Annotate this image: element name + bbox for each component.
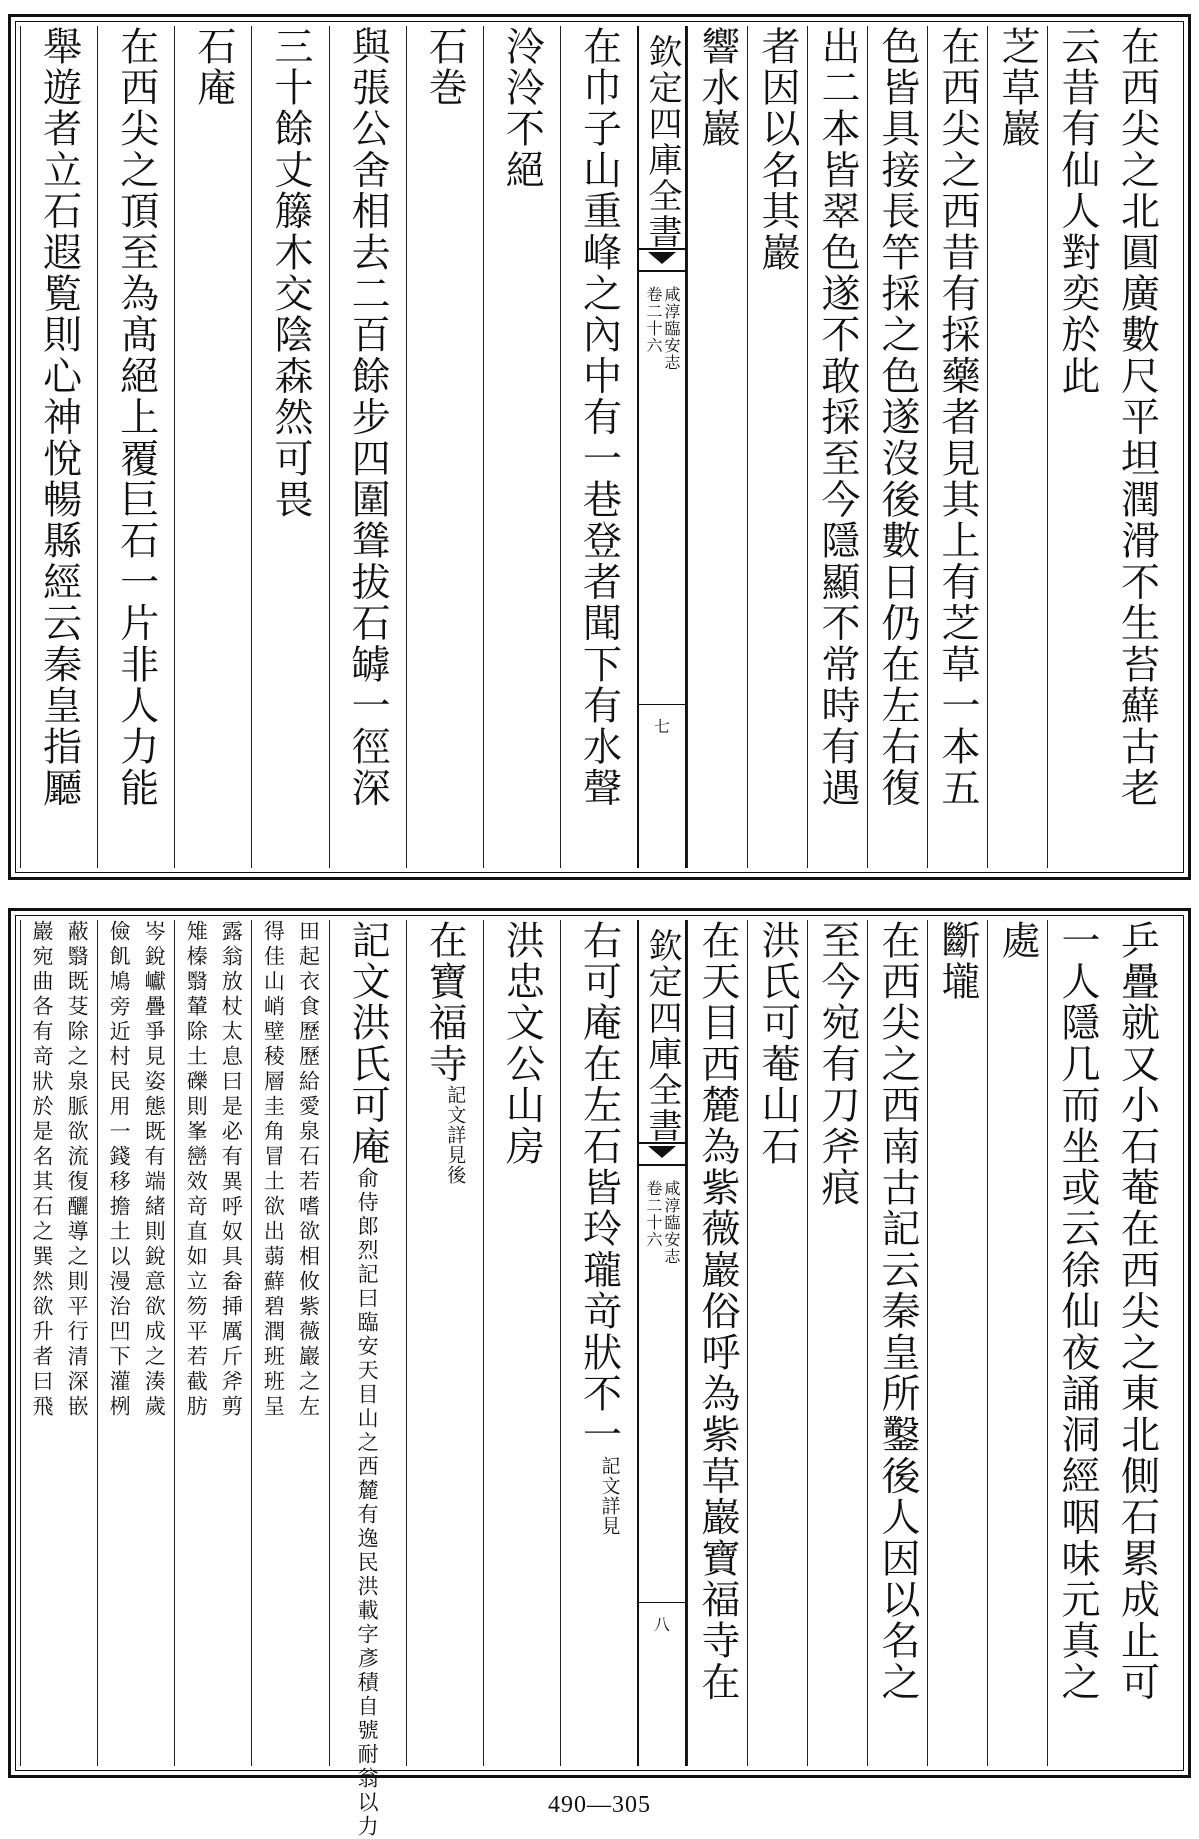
bottom_page-column-text: 洪氏可菴山石 xyxy=(755,920,800,1168)
top_page-column-text: 色皆具接長竿採之色遂沒後數日仍在左右復 xyxy=(875,26,920,809)
bottom_page-annotation-line: 記文 xyxy=(598,1455,621,1496)
bottom_page-column-text: 在西尖之西南古記云秦皇所鑿後人因以名之 xyxy=(875,920,920,1703)
top_page-column-text xyxy=(499,26,545,191)
bottom_page-annotation-note xyxy=(598,1455,621,1536)
bottom_page-column-left-3 xyxy=(329,920,406,1839)
bottom_page-column-main-text: 洪忠文公山房 xyxy=(499,920,545,1168)
bottom_page-column-text xyxy=(422,920,468,1185)
top_page-column-text xyxy=(190,26,236,109)
top_page-column-text xyxy=(113,26,159,809)
bottom_page-inline-note: 俞侍郎烈記曰臨安天目山之西麓有逸民洪載字彥積自號耐翁以力 xyxy=(355,1167,380,1839)
top_page-column-text: 云昔有仙人對奕於此 xyxy=(1055,26,1100,397)
bottom_page-annotation-line: 詳見 xyxy=(598,1495,621,1536)
bottom_page-column-right-3 xyxy=(927,920,987,1766)
top_page-column-main-text: 石庵 xyxy=(190,26,236,109)
top_page-column-right-2 xyxy=(987,26,1047,868)
top_page-page-number: 七 xyxy=(653,717,671,736)
bottom_page-column-left-2 xyxy=(406,920,483,1766)
top_page-book-title: 欽定四庫全書 xyxy=(642,34,682,250)
top_page-volume-line: 咸淳臨安志 xyxy=(662,286,681,371)
bottom_page-center-column xyxy=(637,920,687,1766)
bottom_page-fishtail-icon xyxy=(648,1146,676,1158)
top_page-fishtail-mark xyxy=(639,248,685,272)
top_page-column-left-7 xyxy=(20,26,97,868)
top_page-center-column xyxy=(637,26,687,868)
bottom_page-column-right-1 xyxy=(1047,920,1107,1766)
top_page-column-right-7 xyxy=(687,26,747,868)
top_page-column-left-4 xyxy=(251,26,328,868)
bottom_page-column-main-text: 右可庵在左石皆玲瓏竒狀不一 xyxy=(576,920,622,1456)
top-page-columns xyxy=(20,26,1179,868)
bottom_page-column-right-2 xyxy=(987,920,1047,1766)
bottom_page-column-right-6 xyxy=(747,920,807,1766)
top-page xyxy=(8,14,1191,880)
top_page-volume-line: 卷二十六 xyxy=(644,286,663,354)
top_page-column-right-0 xyxy=(1107,26,1167,868)
bottom_page-column-text xyxy=(499,920,545,1168)
top_page-column-left-3 xyxy=(329,26,406,868)
bottom_page-small-text-line: 雉榛翳輦除土礫則峯巒效竒直如立笏平若截肪 xyxy=(184,920,209,1420)
bottom_page-column-text: 處 xyxy=(995,920,1040,962)
bottom_page-column-left-4 xyxy=(251,920,328,1766)
bottom_page-small-text-line: 岑銳巘疊爭見姿態既有端緒則銳意欲成之湊歲 xyxy=(142,920,167,1420)
top_page-column-left-0 xyxy=(560,26,637,868)
page-footer-number: 490—305 xyxy=(548,1792,651,1818)
top_page-column-text xyxy=(576,26,622,809)
top_page-column-right-3 xyxy=(927,26,987,868)
bottom_page-column-text xyxy=(576,920,622,1536)
top_page-column-left-5 xyxy=(174,26,251,868)
top_page-column-text: 芝草巖 xyxy=(995,26,1040,150)
bottom_page-column-text: 一人隱几而坐或云徐仙夜誦洞經咽味元真之 xyxy=(1055,920,1100,1703)
bottom_page-column-text: 在天目西麓為紫薇巖俗呼為紫草巖寶福寺在 xyxy=(695,920,740,1703)
bottom_page-column-right-7 xyxy=(687,920,747,1766)
bottom_page-column-left-1 xyxy=(483,920,560,1766)
bottom_page-small-text-line: 巖宛曲各有竒狀於是名其石之巽然欲升者曰飛 xyxy=(30,920,55,1420)
top_page-column-text: 在西尖之西昔有採藥者見其上有芝草一本五 xyxy=(935,26,980,809)
bottom_page-column-left-6 xyxy=(97,920,174,1766)
bottom_page-small-text-line: 得佳山峭壁稜層圭角冒土欲出蒻蘚碧潤班班呈 xyxy=(261,920,286,1420)
top_page-column-right-1 xyxy=(1047,26,1107,868)
top_page-column-main-text: 泠泠不絕 xyxy=(499,26,545,191)
bottom_page-column-text: 乒疊就又小石菴在西尖之東北側石累成止可 xyxy=(1114,920,1160,1703)
bottom_page-column-main-text: 記文洪氏可庵 xyxy=(345,920,391,1168)
bottom_page-column-text xyxy=(345,920,391,1839)
top_page-column-main-text: 三十餘丈籐木交陰森然可畏 xyxy=(267,26,313,521)
top_page-column-main-text: 石巻 xyxy=(422,26,468,109)
bottom_page-book-title: 欽定四庫全書 xyxy=(642,928,682,1144)
top_page-column-text xyxy=(267,26,313,521)
bottom_page-annotation-line: 記文 xyxy=(444,1084,467,1125)
top_page-column-left-1 xyxy=(483,26,560,868)
top_page-column-right-4 xyxy=(867,26,927,868)
bottom_page-small-text-line: 田起衣食歷歷給愛泉石若嗜欲相攸紫薇巖之左 xyxy=(296,920,321,1420)
top_page-fishtail-icon xyxy=(648,252,676,264)
bottom_page-annotation-line: 詳見後 xyxy=(444,1124,467,1185)
bottom_page-column-left-0 xyxy=(560,920,637,1766)
top_page-page-number-rule xyxy=(639,704,685,705)
bottom_page-fishtail-mark xyxy=(639,1142,685,1166)
top_page-column-right-5 xyxy=(807,26,867,868)
top_page-column-main-text: 舉遊者立石遐覧則心神悅暢縣經云秦皇指㕔 xyxy=(36,26,82,809)
top_page-column-left-2 xyxy=(406,26,483,868)
top_page-column-text: 者因以名其巖 xyxy=(755,26,800,274)
bottom_page-page-number: 八 xyxy=(653,1615,671,1634)
bottom_page-column-right-5 xyxy=(807,920,867,1766)
top_page-column-main-text: 在西尖之頂至為髙絕上覆巨石一片非人力能 xyxy=(113,26,159,809)
top_page-column-text: 在西尖之北圓廣數尺平坦潤滑不生苔蘚古老 xyxy=(1114,26,1160,809)
top_page-column-main-text: 與張公舍相去二百餘步四圍聳拔石罅一徑深 xyxy=(345,26,391,809)
bottom_page-small-text-line: 儉飢鳩旁近村民用一錢移擔土以漫治凹下灌栵 xyxy=(107,920,132,1420)
top_page-column-left-6 xyxy=(97,26,174,868)
top_page-column-text: 出二本皆翠色遂不敢採至今隱顯不常時有遇 xyxy=(815,26,860,809)
bottom_page-column-main-text: 在寶福寺 xyxy=(422,920,468,1085)
top_page-volume-lines xyxy=(639,286,685,371)
bottom_page-annotation-note xyxy=(444,1084,467,1185)
bottom_page-small-text-line: 蔽翳既芟除之泉脈欲流復釃導之則平行清深嵌 xyxy=(65,920,90,1420)
bottom_page-volume-line: 咸淳臨安志 xyxy=(662,1180,681,1265)
bottom_page-column-text: 至今宛有刀斧痕 xyxy=(815,920,860,1209)
top_page-column-text xyxy=(422,26,468,109)
bottom_page-volume-line: 卷二十六 xyxy=(644,1180,663,1248)
bottom_page-column-right-0 xyxy=(1107,920,1167,1766)
bottom_page-page-number-rule xyxy=(639,1602,685,1603)
bottom_page-column-text: 斷壠 xyxy=(935,920,980,1003)
top_page-column-text: 響水巖 xyxy=(695,26,740,150)
bottom_page-column-right-4 xyxy=(867,920,927,1766)
top_page-column-right-6 xyxy=(747,26,807,868)
bottom_page-small-text-line: 露翁放杖太息曰是必有異呼奴具畚挿厲斤斧剪 xyxy=(219,920,244,1420)
top_page-column-text xyxy=(345,26,391,809)
bottom_page-column-left-5 xyxy=(174,920,251,1766)
bottom_page-volume-lines xyxy=(639,1180,685,1265)
bottom_page-column-left-7 xyxy=(20,920,97,1766)
top_page-column-text xyxy=(36,26,82,809)
top_page-column-main-text: 在巾子山重峰之內中有一巷登者聞下有水聲 xyxy=(576,26,622,809)
